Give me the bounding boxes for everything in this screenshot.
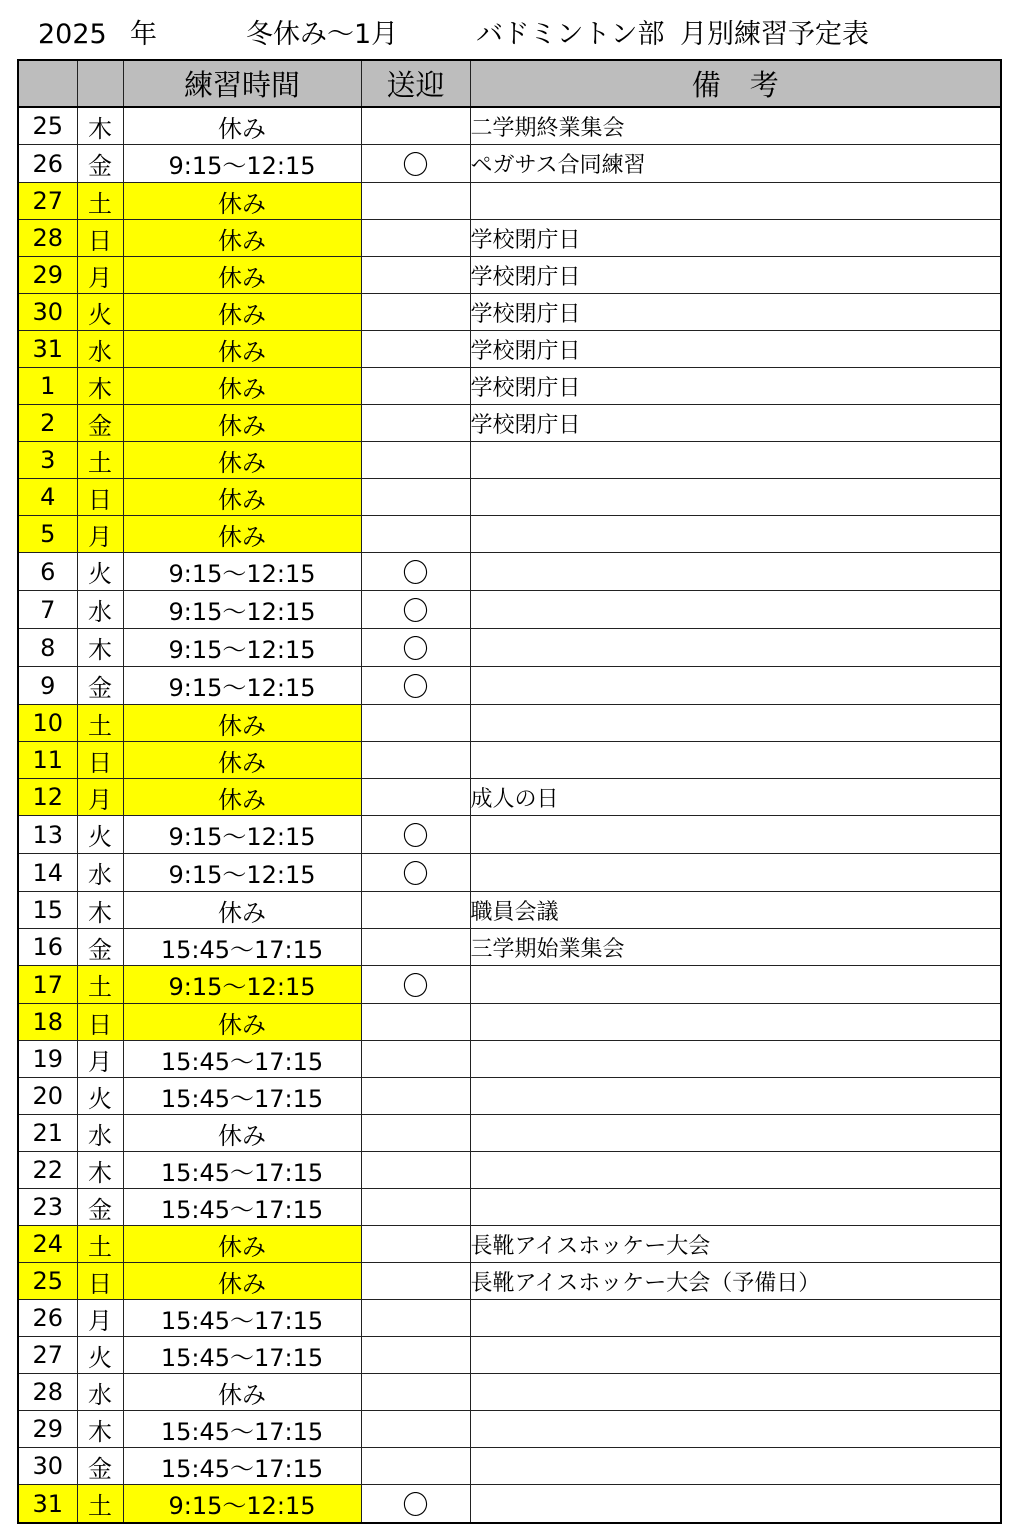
table-row [18, 742, 1001, 779]
day-cell: 10 [18, 705, 77, 742]
note-cell: 二学期終業集会 [470, 107, 1001, 145]
day-cell: 14 [18, 854, 77, 892]
table-row [18, 1078, 1001, 1115]
header-practice-time: 練習時間 [123, 60, 361, 107]
day-cell: 23 [18, 1189, 77, 1226]
pickup-cell: 〇 [361, 629, 470, 667]
practice-time-cell: 休み [123, 479, 361, 516]
weekday-cell: 日 [77, 1263, 123, 1300]
day-cell: 26 [18, 145, 77, 183]
pickup-cell [361, 220, 470, 257]
practice-time-cell: 9:15～12:15 [123, 966, 361, 1004]
weekday-cell: 土 [77, 966, 123, 1004]
practice-schedule-table [17, 59, 1002, 1524]
note-cell: ペガサス合同練習 [470, 145, 1001, 183]
pickup-cell: 〇 [361, 854, 470, 892]
weekday-cell: 火 [77, 816, 123, 854]
weekday-cell: 金 [77, 145, 123, 183]
weekday-cell: 土 [77, 183, 123, 220]
practice-time-cell: 休み [123, 742, 361, 779]
day-cell: 17 [18, 966, 77, 1004]
pickup-cell [361, 1152, 470, 1189]
table-header [18, 60, 1001, 107]
document-title [0, 0, 1017, 58]
day-cell: 28 [18, 1374, 77, 1411]
pickup-cell: 〇 [361, 553, 470, 591]
note-cell [470, 183, 1001, 220]
practice-time-cell: 9:15～12:15 [123, 553, 361, 591]
weekday-cell: 水 [77, 854, 123, 892]
pickup-cell [361, 479, 470, 516]
day-cell: 13 [18, 816, 77, 854]
pickup-cell [361, 929, 470, 966]
practice-time-cell: 休み [123, 516, 361, 553]
pickup-cell [361, 183, 470, 220]
table-row [18, 553, 1001, 591]
table-row [18, 1374, 1001, 1411]
note-cell [470, 1448, 1001, 1485]
practice-time-cell: 休み [123, 183, 361, 220]
day-cell: 6 [18, 553, 77, 591]
note-cell: 学校閉庁日 [470, 294, 1001, 331]
note-cell [470, 1078, 1001, 1115]
day-cell: 26 [18, 1300, 77, 1337]
day-cell: 7 [18, 591, 77, 629]
practice-time-cell: 9:15～12:15 [123, 145, 361, 183]
note-cell [470, 1337, 1001, 1374]
day-cell: 29 [18, 257, 77, 294]
table-row [18, 1411, 1001, 1448]
practice-time-cell: 15:45～17:15 [123, 1041, 361, 1078]
practice-time-cell: 休み [123, 1004, 361, 1041]
practice-time-cell: 休み [123, 107, 361, 145]
table-row [18, 479, 1001, 516]
weekday-cell: 金 [77, 667, 123, 705]
weekday-cell: 土 [77, 1485, 123, 1524]
table-row [18, 854, 1001, 892]
table-row [18, 183, 1001, 220]
table-row [18, 1448, 1001, 1485]
day-cell: 1 [18, 368, 77, 405]
note-cell [470, 1152, 1001, 1189]
practice-time-cell: 15:45～17:15 [123, 1411, 361, 1448]
note-cell: 成人の日 [470, 779, 1001, 816]
weekday-cell: 木 [77, 368, 123, 405]
header-notes: 備 考 [470, 60, 1001, 107]
practice-time-cell: 休み [123, 1115, 361, 1152]
weekday-cell: 日 [77, 220, 123, 257]
pickup-cell [361, 294, 470, 331]
note-cell: 長靴アイスホッケー大会 [470, 1226, 1001, 1263]
day-cell: 3 [18, 442, 77, 479]
note-cell [470, 442, 1001, 479]
practice-time-cell: 休み [123, 220, 361, 257]
pickup-cell: 〇 [361, 816, 470, 854]
table-row [18, 705, 1001, 742]
note-cell: 職員会議 [470, 892, 1001, 929]
note-cell: 三学期始業集会 [470, 929, 1001, 966]
practice-time-cell: 休み [123, 1374, 361, 1411]
pickup-cell [361, 892, 470, 929]
table-row [18, 816, 1001, 854]
table-row [18, 145, 1001, 183]
pickup-cell [361, 1300, 470, 1337]
practice-time-cell: 休み [123, 405, 361, 442]
table-row [18, 1115, 1001, 1152]
day-cell: 19 [18, 1041, 77, 1078]
day-cell: 15 [18, 892, 77, 929]
table-row [18, 892, 1001, 929]
note-cell [470, 1411, 1001, 1448]
pickup-cell [361, 1448, 470, 1485]
table-row [18, 405, 1001, 442]
practice-time-cell: 15:45～17:15 [123, 1448, 361, 1485]
weekday-cell: 日 [77, 1004, 123, 1041]
note-cell: 学校閉庁日 [470, 220, 1001, 257]
day-cell: 4 [18, 479, 77, 516]
weekday-cell: 日 [77, 479, 123, 516]
practice-time-cell: 休み [123, 257, 361, 294]
pickup-cell [361, 1226, 470, 1263]
table-row [18, 591, 1001, 629]
day-cell: 18 [18, 1004, 77, 1041]
weekday-cell: 木 [77, 107, 123, 145]
table-row [18, 1152, 1001, 1189]
day-cell: 12 [18, 779, 77, 816]
weekday-cell: 木 [77, 1152, 123, 1189]
table-row [18, 1004, 1001, 1041]
title-period: 冬休み～1月 [246, 19, 399, 50]
note-cell [470, 816, 1001, 854]
pickup-cell [361, 1189, 470, 1226]
note-cell [470, 1115, 1001, 1152]
pickup-cell [361, 257, 470, 294]
table-body [18, 107, 1001, 1523]
weekday-cell: 水 [77, 331, 123, 368]
note-cell [470, 1374, 1001, 1411]
practice-time-cell: 15:45～17:15 [123, 1189, 361, 1226]
practice-time-cell: 9:15～12:15 [123, 816, 361, 854]
note-cell [470, 479, 1001, 516]
note-cell [470, 854, 1001, 892]
note-cell [470, 705, 1001, 742]
weekday-cell: 火 [77, 553, 123, 591]
practice-time-cell: 9:15～12:15 [123, 854, 361, 892]
table-row [18, 107, 1001, 145]
day-cell: 9 [18, 667, 77, 705]
title-year: 2025 [38, 19, 107, 50]
pickup-cell [361, 1263, 470, 1300]
note-cell [470, 629, 1001, 667]
practice-time-cell: 15:45～17:15 [123, 1300, 361, 1337]
day-cell: 20 [18, 1078, 77, 1115]
table-row [18, 1485, 1001, 1524]
table-row [18, 516, 1001, 553]
weekday-cell: 木 [77, 892, 123, 929]
pickup-cell [361, 368, 470, 405]
day-cell: 25 [18, 107, 77, 145]
pickup-cell [361, 516, 470, 553]
pickup-cell [361, 1115, 470, 1152]
weekday-cell: 月 [77, 257, 123, 294]
title-schedule: 月別練習予定表 [680, 19, 869, 50]
weekday-cell: 日 [77, 742, 123, 779]
note-cell [470, 742, 1001, 779]
note-cell [470, 1300, 1001, 1337]
pickup-cell [361, 1411, 470, 1448]
note-cell [470, 1485, 1001, 1524]
weekday-cell: 火 [77, 1078, 123, 1115]
pickup-cell: 〇 [361, 667, 470, 705]
note-cell [470, 1041, 1001, 1078]
pickup-cell: 〇 [361, 966, 470, 1004]
weekday-cell: 木 [77, 1411, 123, 1448]
practice-time-cell: 15:45～17:15 [123, 929, 361, 966]
practice-time-cell: 15:45～17:15 [123, 1337, 361, 1374]
note-cell: 学校閉庁日 [470, 368, 1001, 405]
weekday-cell: 金 [77, 405, 123, 442]
header-day [18, 60, 77, 107]
weekday-cell: 火 [77, 294, 123, 331]
day-cell: 5 [18, 516, 77, 553]
note-cell: 長靴アイスホッケー大会（予備日） [470, 1263, 1001, 1300]
table-row [18, 220, 1001, 257]
practice-time-cell: 休み [123, 368, 361, 405]
pickup-cell [361, 107, 470, 145]
pickup-cell [361, 1004, 470, 1041]
day-cell: 29 [18, 1411, 77, 1448]
table-row [18, 629, 1001, 667]
table-row [18, 294, 1001, 331]
day-cell: 28 [18, 220, 77, 257]
header-row [18, 60, 1001, 107]
day-cell: 27 [18, 183, 77, 220]
practice-time-cell: 休み [123, 1263, 361, 1300]
weekday-cell: 月 [77, 779, 123, 816]
pickup-cell: 〇 [361, 1485, 470, 1524]
pickup-cell [361, 779, 470, 816]
practice-time-cell: 休み [123, 1226, 361, 1263]
table-row [18, 442, 1001, 479]
weekday-cell: 火 [77, 1337, 123, 1374]
title-year-unit: 年 [130, 19, 157, 50]
header-weekday [77, 60, 123, 107]
table-row [18, 1226, 1001, 1263]
practice-time-cell: 休み [123, 892, 361, 929]
practice-time-cell: 休み [123, 779, 361, 816]
weekday-cell: 土 [77, 705, 123, 742]
pickup-cell [361, 1374, 470, 1411]
table-row [18, 1263, 1001, 1300]
table-row [18, 779, 1001, 816]
pickup-cell [361, 705, 470, 742]
table-row [18, 929, 1001, 966]
table-row [18, 966, 1001, 1004]
weekday-cell: 月 [77, 1041, 123, 1078]
day-cell: 16 [18, 929, 77, 966]
day-cell: 31 [18, 331, 77, 368]
day-cell: 31 [18, 1485, 77, 1524]
weekday-cell: 木 [77, 629, 123, 667]
day-cell: 30 [18, 294, 77, 331]
day-cell: 24 [18, 1226, 77, 1263]
table-row [18, 257, 1001, 294]
day-cell: 21 [18, 1115, 77, 1152]
practice-time-cell: 休み [123, 442, 361, 479]
table-row [18, 1300, 1001, 1337]
weekday-cell: 月 [77, 516, 123, 553]
pickup-cell [361, 742, 470, 779]
weekday-cell: 金 [77, 929, 123, 966]
practice-time-cell: 休み [123, 331, 361, 368]
table-row [18, 368, 1001, 405]
header-pickup: 送迎 [361, 60, 470, 107]
weekday-cell: 月 [77, 1300, 123, 1337]
practice-time-cell: 15:45～17:15 [123, 1078, 361, 1115]
weekday-cell: 金 [77, 1189, 123, 1226]
pickup-cell [361, 1041, 470, 1078]
weekday-cell: 土 [77, 1226, 123, 1263]
pickup-cell [361, 405, 470, 442]
note-cell: 学校閉庁日 [470, 257, 1001, 294]
day-cell: 2 [18, 405, 77, 442]
weekday-cell: 水 [77, 591, 123, 629]
practice-time-cell: 休み [123, 705, 361, 742]
weekday-cell: 土 [77, 442, 123, 479]
table-row [18, 1337, 1001, 1374]
practice-time-cell: 9:15～12:15 [123, 667, 361, 705]
weekday-cell: 水 [77, 1115, 123, 1152]
practice-time-cell: 15:45～17:15 [123, 1152, 361, 1189]
pickup-cell [361, 331, 470, 368]
note-cell [470, 553, 1001, 591]
table-row [18, 331, 1001, 368]
day-cell: 11 [18, 742, 77, 779]
practice-time-cell: 9:15～12:15 [123, 591, 361, 629]
day-cell: 30 [18, 1448, 77, 1485]
weekday-cell: 水 [77, 1374, 123, 1411]
note-cell: 学校閉庁日 [470, 405, 1001, 442]
note-cell [470, 667, 1001, 705]
pickup-cell: 〇 [361, 145, 470, 183]
pickup-cell [361, 1337, 470, 1374]
table-row [18, 1041, 1001, 1078]
day-cell: 8 [18, 629, 77, 667]
note-cell [470, 1004, 1001, 1041]
note-cell [470, 516, 1001, 553]
table-row [18, 667, 1001, 705]
note-cell: 学校閉庁日 [470, 331, 1001, 368]
title-club: バドミントン部 [476, 19, 665, 50]
day-cell: 27 [18, 1337, 77, 1374]
day-cell: 22 [18, 1152, 77, 1189]
pickup-cell [361, 442, 470, 479]
practice-time-cell: 9:15～12:15 [123, 629, 361, 667]
weekday-cell: 金 [77, 1448, 123, 1485]
pickup-cell [361, 1078, 470, 1115]
note-cell [470, 591, 1001, 629]
pickup-cell: 〇 [361, 591, 470, 629]
table-row [18, 1189, 1001, 1226]
note-cell [470, 1189, 1001, 1226]
day-cell: 25 [18, 1263, 77, 1300]
practice-time-cell: 9:15～12:15 [123, 1485, 361, 1524]
practice-time-cell: 休み [123, 294, 361, 331]
note-cell [470, 966, 1001, 1004]
